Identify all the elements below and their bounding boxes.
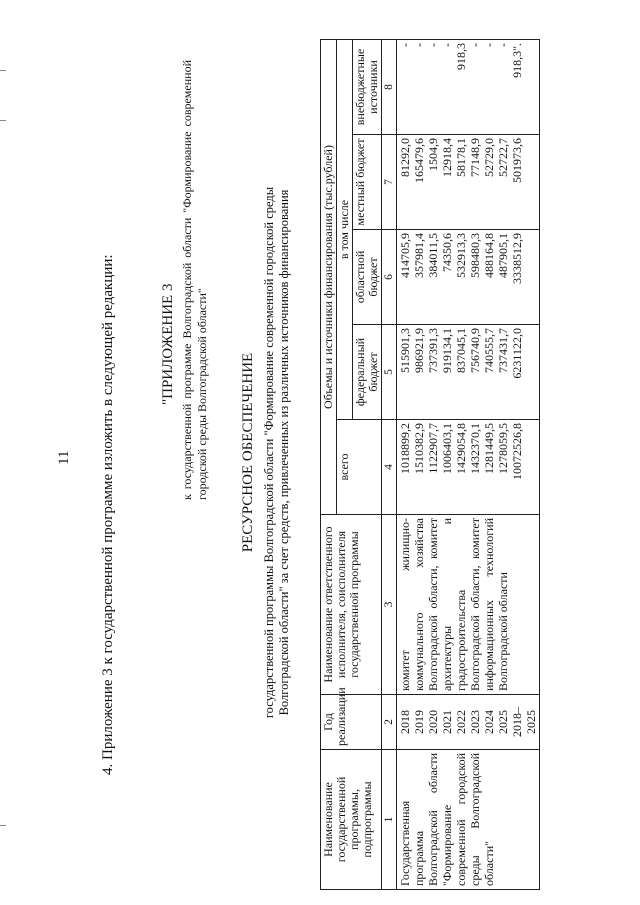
document-title: РЕСУРСНОЕ ОБЕСПЕЧЕНИЕ — [240, 352, 256, 553]
executor-cell: комитет жилищно-коммунального хозяйства Волгоградской области, комитет архитектуры и градостроительства Волгоградской области, комитет информационных технологий Волгоградской области — [397, 515, 540, 695]
header-local: местный бюджет — [353, 135, 382, 230]
header-name: Наименование государственной программы, подпрограммы — [321, 750, 382, 890]
appendix-basis: к государственной программе Волгоградской области "Формирование современной городской среды Волгоградской области" — [180, 60, 209, 500]
header-regional: областной бюджет — [353, 230, 382, 325]
document-subtitle — [262, 60, 292, 845]
intro-text: 4. Приложение 3 к государственной программе изложить в следующей редакции: — [100, 254, 116, 775]
table-row — [397, 39, 540, 889]
appendix-label: "ПРИЛОЖЕНИЕ 3 — [160, 283, 176, 405]
total-cell: 1018899,2 1510382,9 1122907,7 1006403,1 1429054,8 1432370,1 1281449,5 1278059,5 10072526,8 — [397, 420, 540, 515]
subtitle-line-1: государственной программы Волгоградской области "Формирование современной городской среды — [262, 186, 276, 719]
page-number: 11 — [56, 450, 72, 465]
header-total: всего — [337, 420, 382, 515]
column-number: 6 — [382, 230, 397, 325]
scan-mark — [0, 70, 6, 71]
header-extra: внебюджетные источники — [353, 39, 382, 134]
scan-mark — [0, 825, 6, 826]
federal-cell: 515901,3 986921,9 737391,3 919134,1 837045,1 756740,9 740555,7 737431,7 6231122,0 — [397, 325, 540, 420]
column-number: 2 — [382, 695, 397, 750]
column-number: 1 — [382, 750, 397, 890]
column-number-row — [382, 39, 397, 889]
column-number: 4 — [382, 420, 397, 515]
header-federal: федеральный бюджет — [353, 325, 382, 420]
column-number: 7 — [382, 135, 397, 230]
header-including: в том числе — [337, 39, 353, 419]
column-number: 3 — [382, 515, 397, 695]
column-number: 8 — [382, 39, 397, 134]
scan-mark — [0, 120, 6, 121]
years-cell: 2018 2019 2020 2021 2022 2023 2024 2025 2018–2025 — [397, 695, 540, 750]
header-volumes: Объемы и источники финансирования (тыс.рублей) — [321, 39, 337, 514]
subtitle-line-2: Волгоградской области" за счет средств, привлеченных из различных источников финансирования — [277, 189, 291, 716]
column-number: 5 — [382, 325, 397, 420]
resource-table — [320, 39, 540, 890]
program-name-cell: Государственная программа Волгоградской области "Формирование современной городской среды Волгоградской области" — [397, 750, 540, 890]
regional-cell: 414705,9 357981,4 384011,5 74350,6 532913,3 598480,3 488164,8 487905,1 3338512,9 — [397, 230, 540, 325]
local-cell: 81292,0 165479,6 1504,9 12918,4 58178,1 77148,9 52729,0 52722,7 501973,6 — [397, 135, 540, 230]
extra-cell: - - - - 918,3 - - - 918,3". — [397, 39, 540, 134]
header-executor: Наименование ответственного исполнителя, соисполнителя государственной программы — [321, 515, 382, 695]
header-year: Год реализации — [321, 695, 382, 750]
